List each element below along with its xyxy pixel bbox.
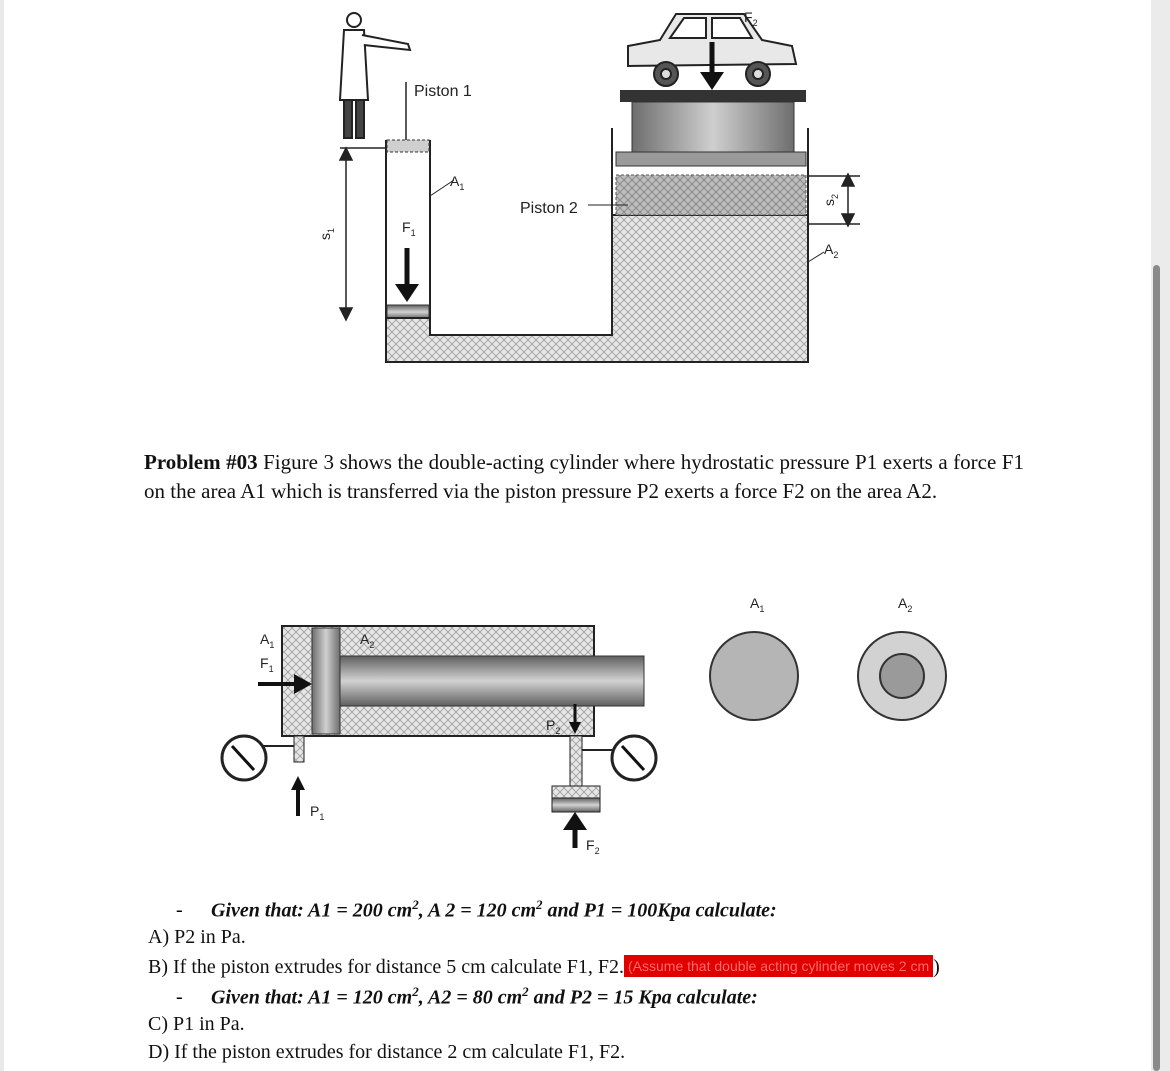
cylinder-piston	[312, 628, 340, 734]
label-piston-2: Piston 2	[520, 200, 578, 217]
label-a2-circle: $A_2$	[898, 595, 913, 614]
given-1: Given that: A1 = 200 $cm^2$, A 2 = 120 $cm^2$ and P1 = 100Kpa calculate:	[211, 897, 777, 922]
label-s2: $s_2$	[821, 193, 840, 206]
given-2: Given that: A1 = 120 $cm^2$, A2 = 80 $cm^2$ and P2 = 15 Kpa calculate:	[211, 984, 758, 1009]
problem-heading: Problem #03	[144, 450, 258, 474]
area-a1-circle	[710, 632, 798, 720]
question-a: A) P2 in Pa.	[148, 926, 246, 948]
label-s1: $s_1$	[317, 227, 336, 240]
redacted-note: (Assume that double acting cylinder moves 2 cm	[624, 955, 933, 977]
pressure-arrow-p1	[291, 776, 305, 816]
label-a2-bottom: $A_2$	[360, 631, 375, 650]
problem-text: Figure 3 shows the double-acting cylinder where hydrostatic pressure P1 exerts a force F1 on the area A1 which is transferred via the piston pressure P2 exerts a force F2 on the area A2.	[144, 450, 1024, 503]
force-arrow-f2-bottom	[563, 812, 587, 848]
s1-dimension	[340, 148, 386, 320]
label-f1-bottom: $F_1$	[260, 655, 274, 674]
label-a2: $A_2$	[824, 241, 839, 260]
person-icon	[340, 13, 410, 138]
given-1-dash: -	[176, 899, 183, 921]
label-piston-1: Piston 1	[414, 83, 472, 100]
question-c: C) P1 in Pa.	[148, 1013, 245, 1035]
pressure-gauge-p2	[612, 736, 656, 780]
hydraulic-fluid	[386, 215, 808, 362]
label-a1: $A_1$	[450, 173, 465, 192]
pressure-gauge-p1	[222, 736, 266, 780]
label-p1: $P_1$	[310, 803, 325, 822]
hydraulic-lift-figure	[0, 0, 1170, 380]
question-d: D) If the piston extrudes for distance 2 cm calculate F1, F2.	[148, 1041, 626, 1063]
label-f1: $F_1$	[402, 219, 416, 238]
label-a1-bottom: $A_1$	[260, 631, 275, 650]
problem-statement	[144, 448, 1024, 506]
label-p2: $P_2$	[546, 717, 561, 736]
piston-rod	[340, 656, 644, 706]
given-2-dash: -	[176, 986, 183, 1008]
label-f2-bottom: $F_2$	[586, 837, 600, 856]
large-piston	[616, 90, 806, 166]
label-a1-circle: $A_1$	[750, 595, 765, 614]
question-b: B) If the piston extrudes for distance 5 cm calculate F1, F2. (Assume that double acting cylinder moves 2 cm )	[148, 956, 940, 978]
label-f2: $F_2$	[744, 9, 758, 28]
double-acting-cylinder-figure	[0, 580, 1170, 870]
force-arrow-f1	[395, 248, 419, 302]
